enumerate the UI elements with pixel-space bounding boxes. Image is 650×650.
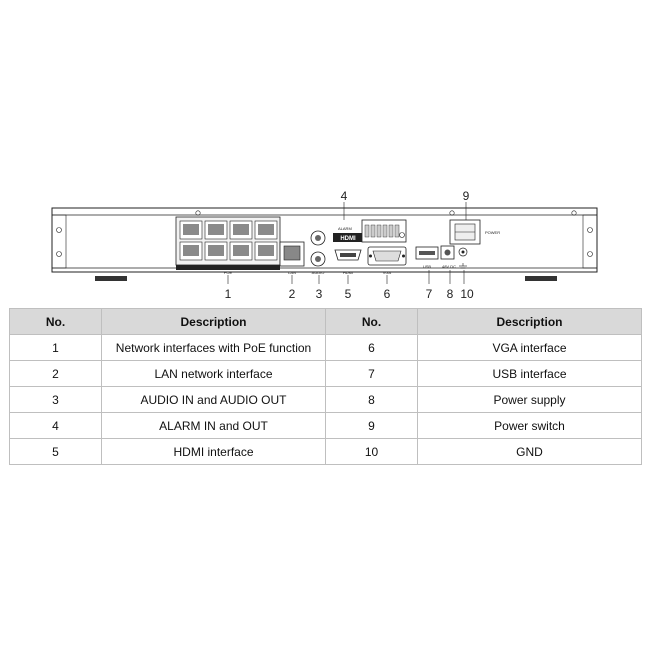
header-no-right: No. xyxy=(326,309,418,335)
callout-4: 4 xyxy=(340,189,348,203)
vga-label: VGA xyxy=(382,270,392,275)
table-row xyxy=(10,335,642,361)
cell-no: 3 xyxy=(10,387,102,413)
cell-description: USB interface xyxy=(418,361,642,387)
usb-label: USB xyxy=(422,264,432,269)
nvr-rear-panel-diagram xyxy=(0,180,650,310)
table-row xyxy=(10,413,642,439)
callout-8: 8 xyxy=(446,287,454,301)
rj45-socket xyxy=(208,245,224,256)
alarm-terminal-pin xyxy=(389,225,393,237)
table-row xyxy=(10,387,642,413)
rj45-socket xyxy=(233,224,249,235)
cell-no: 6 xyxy=(326,335,418,361)
audio-label: AUDIO xyxy=(311,270,325,275)
cell-no: 7 xyxy=(326,361,418,387)
callout-10: 10 xyxy=(460,287,474,301)
header-no-left: No. xyxy=(10,309,102,335)
cell-no: 2 xyxy=(10,361,102,387)
table-header-row xyxy=(10,309,642,335)
callout-6: 6 xyxy=(383,287,391,301)
callout-1: 1 xyxy=(224,287,232,301)
cell-no: 4 xyxy=(10,413,102,439)
power-label: POWER xyxy=(485,230,501,235)
callout-5: 5 xyxy=(344,287,352,301)
table-row xyxy=(10,361,642,387)
right-foot xyxy=(525,276,557,281)
cell-description: Power switch xyxy=(418,413,642,439)
rj45-socket xyxy=(183,245,199,256)
interface-description-table xyxy=(9,308,642,465)
cell-description: VGA interface xyxy=(418,335,642,361)
header-description-right: Description xyxy=(418,309,642,335)
rj45-socket xyxy=(233,245,249,256)
cell-description: LAN network interface xyxy=(102,361,326,387)
rj45-socket xyxy=(258,224,274,235)
alarm-terminal-pin xyxy=(383,225,387,237)
callout-9: 9 xyxy=(462,189,470,203)
alarm-terminal-pin xyxy=(395,225,399,237)
table-row xyxy=(10,439,642,465)
cell-description: HDMI interface xyxy=(102,439,326,465)
header-description-left: Description xyxy=(102,309,326,335)
callout-2: 2 xyxy=(288,287,296,301)
cell-description: Network interfaces with PoE function xyxy=(102,335,326,361)
hdmi-logo-text: HDMI xyxy=(340,236,356,242)
callout-3: 3 xyxy=(315,287,323,301)
rj45-socket xyxy=(258,245,274,256)
alarm-terminal-pin xyxy=(371,225,375,237)
left-foot xyxy=(95,276,127,281)
cell-description: AUDIO IN and AUDIO OUT xyxy=(102,387,326,413)
cell-description: Power supply xyxy=(418,387,642,413)
lan-label: LAN xyxy=(288,270,296,275)
rj45-socket xyxy=(208,224,224,235)
cell-no: 1 xyxy=(10,335,102,361)
callout-7: 7 xyxy=(425,287,433,301)
cell-no: 10 xyxy=(326,439,418,465)
cell-no: 9 xyxy=(326,413,418,439)
cell-no: 8 xyxy=(326,387,418,413)
alarm-terminal-pin xyxy=(377,225,381,237)
rj45-socket xyxy=(183,224,199,235)
dc-power-input xyxy=(441,246,456,269)
alarm-label: ALARM xyxy=(338,226,352,231)
poe-ports xyxy=(176,217,280,275)
hdmi-label: HDMI xyxy=(342,270,354,275)
alarm-terminal-pin xyxy=(365,225,369,237)
cell-no: 5 xyxy=(10,439,102,465)
poe-label: POE xyxy=(223,270,233,275)
cell-description: GND xyxy=(418,439,642,465)
cell-description: ALARM IN and OUT xyxy=(102,413,326,439)
dc-label: 48V DC xyxy=(441,264,457,269)
